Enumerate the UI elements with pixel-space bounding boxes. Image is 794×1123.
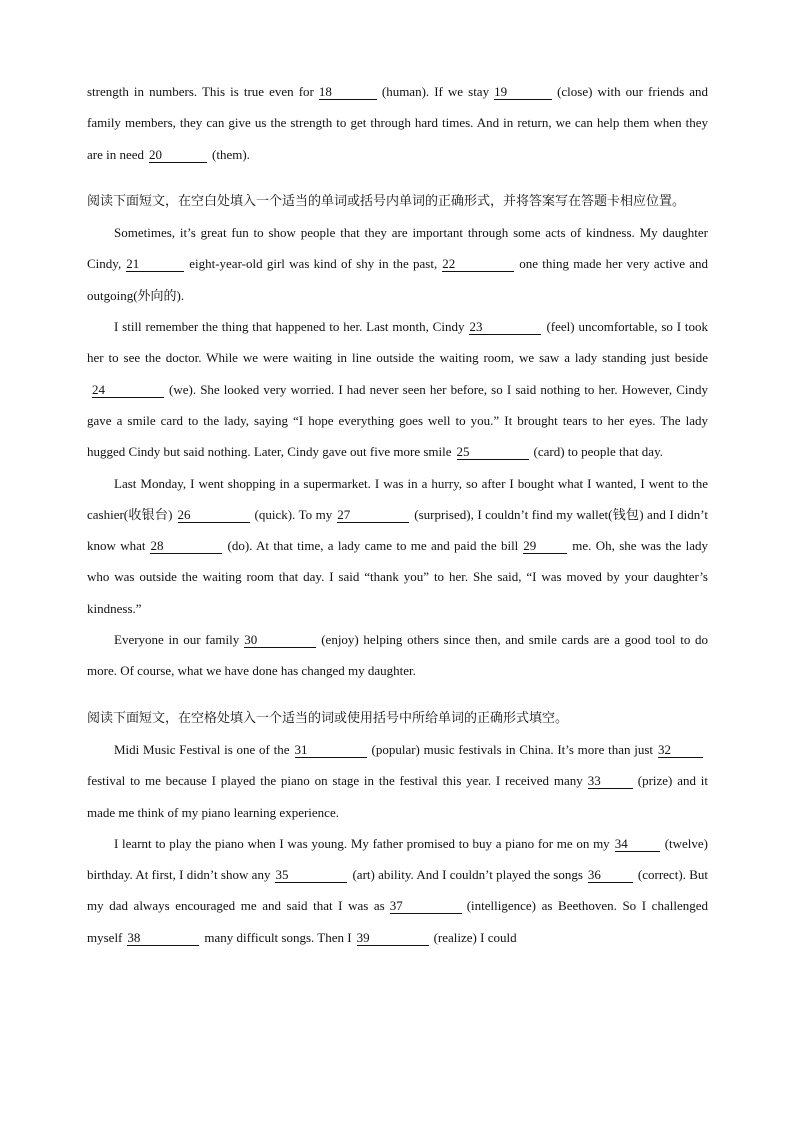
blank-27: 27 (337, 508, 409, 523)
text: me. Oh, she was the lady who was outside the waiting room that day. I said “thank you” to her. She said, “I was moved by your daughter’s kindness.” (87, 538, 708, 616)
text: one thing made her very active and outgoing(外向的). (87, 256, 709, 303)
text: (we). She looked very worried. I had never seen her before, so I said nothing to her. However, Cindy gave a smile card to the lady, saying “I hope everything goes well to you.” It brought tears to her eyes. The lady hugged Cindy but said nothing. Later, Cindy gave out five more smile (87, 381, 708, 460)
text: Everyone in our family (114, 632, 240, 648)
blank-30: 30 (244, 633, 316, 648)
text: (twelve) birthday. At first, I didn’t show any (87, 835, 708, 883)
blank-21: 21 (126, 257, 184, 272)
text: Midi Music Festival is one of the (114, 741, 290, 757)
blank-35: 35 (275, 868, 347, 883)
text: (prize) and it made me think of my piano learning experience. (87, 773, 708, 820)
text: I still remember the thing that happened to her. Last month, Cindy (114, 319, 465, 335)
text: (quick). To my (254, 506, 333, 522)
blank-28: 28 (150, 539, 222, 554)
document-page (87, 76, 708, 953)
text: (card) to people that day. (533, 444, 663, 460)
passage1-paragraph-4 (87, 624, 708, 687)
passage2-paragraph-2 (87, 828, 708, 953)
text: (feel) uncomfortable, so I took her to see the doctor. While we were waiting in line outside the waiting room, we saw a lady standing just beside (87, 319, 708, 366)
paragraph-intro-tail (87, 76, 708, 170)
text: (realize) I could (433, 929, 517, 945)
blank-20: 20 (149, 148, 207, 163)
text: I learnt to play the piano when I was young. My father promised to buy a piano for me on my (114, 835, 610, 851)
blank-34: 34 (615, 837, 660, 852)
text: Sometimes, it’s great fun to show people that they are important through some acts of kindness. My daughter Cindy, (87, 225, 708, 272)
blank-36: 36 (588, 868, 633, 883)
text: Last Monday, I went shopping in a supermarket. I was in a hurry, so after I bought what I wanted, I went to the cashier(收银台) (87, 475, 708, 522)
text: (art) ability. And I couldn’t played the songs (352, 867, 583, 883)
blank-33: 33 (588, 774, 633, 789)
text: (surprised), I couldn’t find my wallet(钱包) and I didn’t know what (87, 506, 708, 554)
passage1-paragraph-3 (87, 468, 708, 624)
blank-32: 32 (658, 743, 703, 758)
blank-18: 18 (319, 85, 377, 100)
text: (intelligence) as Beethoven. So I challenged myself (87, 898, 708, 945)
blank-19: 19 (494, 85, 552, 100)
text: strength in numbers. This is true even for (87, 84, 314, 99)
section-instruction-1: 阅读下面短文，在空白处填入一个适当的单词或括号内单词的正确形式，并将答案写在答题卡相应位置。 (87, 193, 686, 209)
text: (do). At that time, a lady came to me and paid the bill (227, 538, 519, 554)
blank-25: 25 (457, 445, 529, 460)
passage1-paragraph-1 (87, 217, 708, 311)
passage1-paragraph-2 (87, 311, 708, 467)
blank-31: 31 (295, 743, 367, 758)
text: many difficult songs. Then I (204, 929, 352, 945)
blank-26: 26 (178, 508, 250, 523)
text: (human). If we stay (381, 84, 490, 99)
section-instruction-2: 阅读下面短文，在空格处填入一个适当的词或使用括号中所给单词的正确形式填空。 (87, 710, 569, 726)
blank-29: 29 (523, 539, 567, 554)
passage2-paragraph-1 (87, 734, 708, 828)
text: eight-year-old girl was kind of shy in the past, (189, 256, 438, 272)
blank-22: 22 (442, 257, 514, 272)
blank-24: 24 (92, 383, 164, 398)
blank-38: 38 (127, 931, 199, 946)
text: (close) with our friends and family members, they can give us the strength to get through hard times. And in return, we can help them when they are in need (87, 84, 708, 162)
blank-37: 37 (390, 899, 462, 914)
text: festival to me because I played the piano on stage in the festival this year. I received many (87, 773, 583, 789)
text: (them). (212, 146, 250, 162)
blank-39: 39 (357, 931, 429, 946)
blank-23: 23 (469, 320, 541, 335)
text: (popular) music festivals in China. It’s more than just (371, 741, 653, 757)
text: (correct). But my dad always encouraged me and said that I was as (87, 867, 708, 914)
text: (enjoy) helping others since then, and smile cards are a good tool to do more. Of course, what we have done has changed my daughter. (87, 632, 709, 679)
